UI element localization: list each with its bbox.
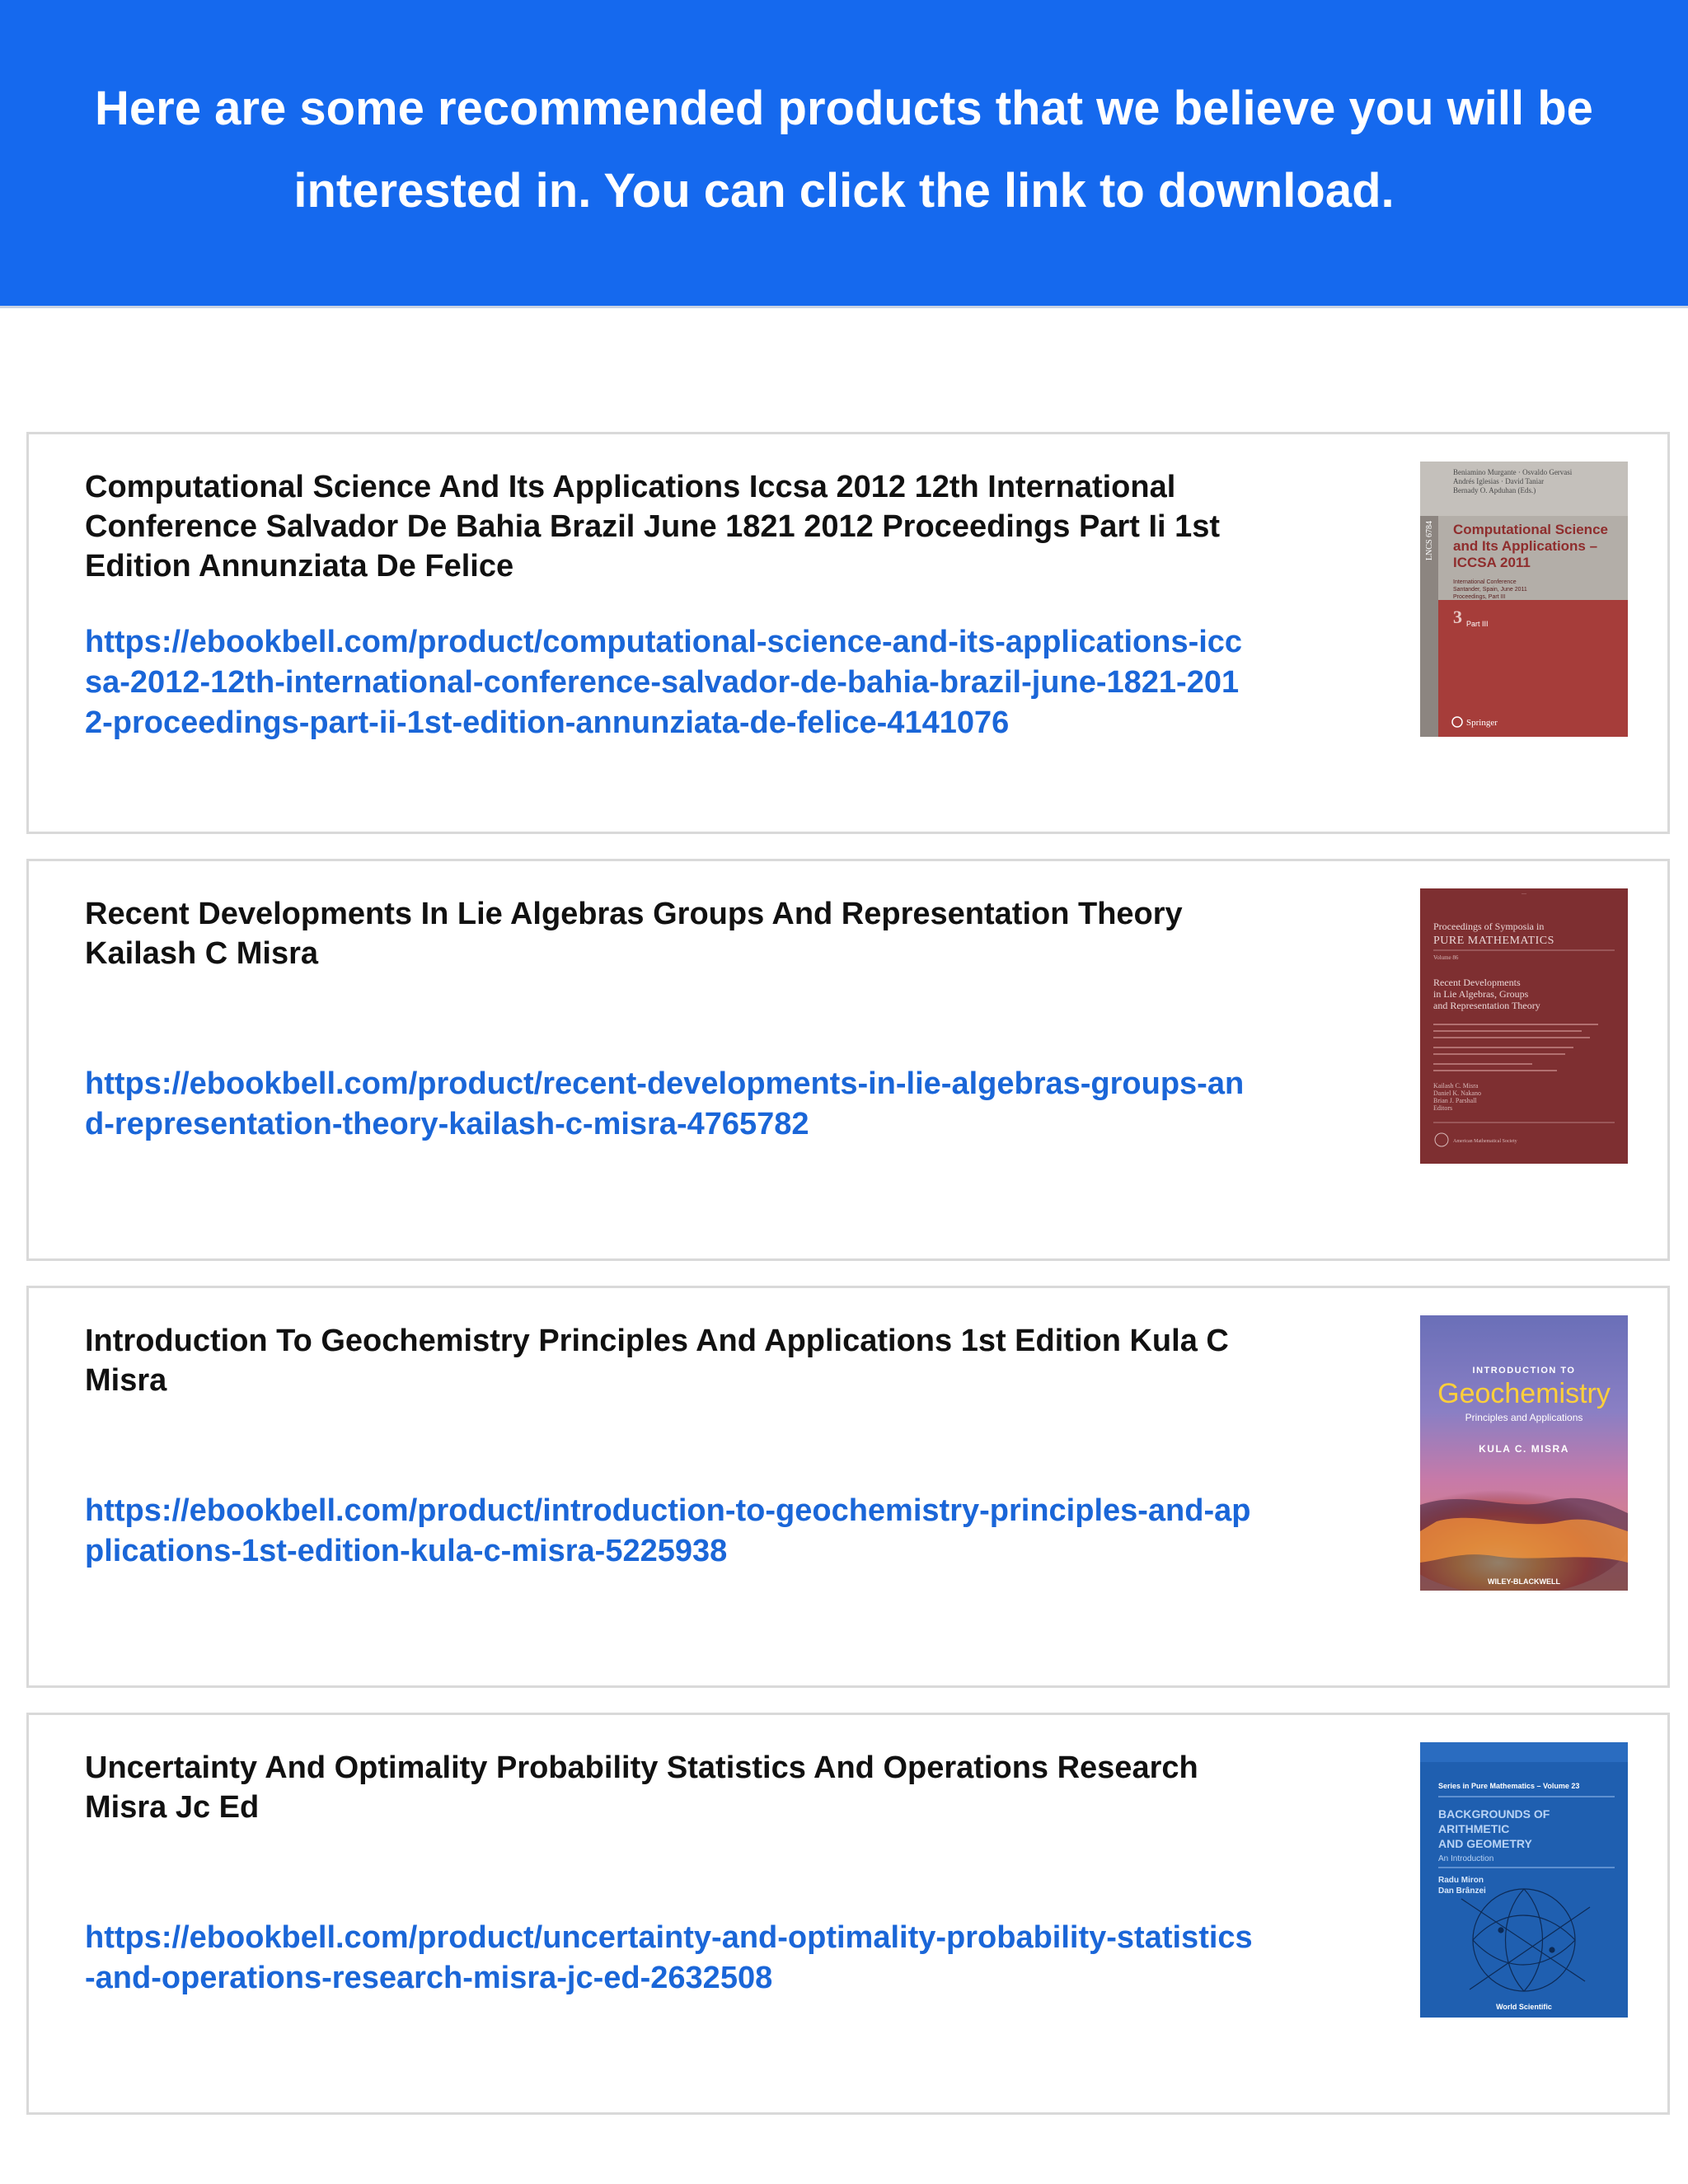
- cover-title-line: AND GEOMETRY: [1438, 1837, 1532, 1850]
- product-cover-image[interactable]: [1420, 888, 1628, 1164]
- cover-authors: Beniamino Murgante · Osvaldo Gervasi Andrés Iglesias · David Taniar Bernady O. Apduhan (Eds.): [1453, 468, 1573, 494]
- cover-title: Recent Developments in Lie Algebras, Groups and Representation Theory: [1433, 977, 1540, 1011]
- cover-subtitle: International Conference Santander, Spain, June 2011 Proceedings, Part III: [1453, 579, 1527, 600]
- product-title: Introduction To Geochemistry Principles And Applications 1st Edition Kula C Misra: [85, 1324, 1229, 1398]
- product-cover-image[interactable]: [1420, 1742, 1628, 2018]
- cover-volume: Volume 86: [1433, 954, 1459, 961]
- cover-publisher: Springer: [1466, 718, 1498, 728]
- cover-author: KULA C. MISRA: [1479, 1443, 1569, 1455]
- cover-editors: Kailash C. Misra Daniel K. Nakano Brian J. Parshall Editors: [1433, 1082, 1481, 1112]
- product-title: Recent Developments In Lie Algebras Groups And Representation Theory Kailash C Misra: [85, 897, 1183, 971]
- product-card: [26, 1713, 1670, 2115]
- product-title: Uncertainty And Optimality Probability Statistics And Operations Research Misra Jc Ed: [85, 1750, 1198, 1825]
- cover-title: Geochemistry: [1437, 1378, 1611, 1409]
- svg-text:—: —: [1522, 892, 1526, 897]
- cover-series-main: PURE MATHEMATICS: [1433, 935, 1554, 947]
- header-banner: [0, 0, 1688, 308]
- cover-kicker: INTRODUCTION TO: [1472, 1366, 1576, 1376]
- product-download-link[interactable]: https://ebookbell.com/product/recent-developments-in-lie-algebras-groups-and-representation-theory-kailash-c-misra-4765782: [85, 1066, 1245, 1141]
- product-card: [26, 1286, 1670, 1688]
- cover-title: Computational Science and Its Applications – ICCSA 2011: [1453, 522, 1608, 570]
- cover-author: Dan Brânzei: [1438, 1886, 1486, 1896]
- product-download-link[interactable]: https://ebookbell.com/product/uncertainty-and-optimality-probability-statistics-and-operations-research-misra-jc-ed-2632508: [85, 1920, 1253, 1995]
- banner-message: Here are some recommended products that we believe you will be interested in. You can click the link to download.: [95, 81, 1593, 218]
- product-title: Computational Science And Its Applications Iccsa 2012 12th International Conference Salvador De Bahia Brazil June 1821 2012 Proceedings Part Ii 1st Edition Annunziata De Felice: [85, 470, 1221, 583]
- cover-author: Radu Miron: [1438, 1876, 1484, 1885]
- cover-publisher: World Scientific: [1496, 2003, 1552, 2011]
- cover-series: Proceedings of Symposia in: [1433, 921, 1545, 932]
- cover-series: LNCS 6784: [1425, 520, 1434, 560]
- svg-text:3: 3: [1453, 607, 1462, 627]
- cover-subtitle: Principles and Applications: [1465, 1412, 1583, 1423]
- cover-publisher: American Mathematical Society: [1453, 1139, 1517, 1144]
- cover-publisher: WILEY-BLACKWELL: [1488, 1577, 1560, 1586]
- product-download-link[interactable]: https://ebookbell.com/product/introduction-to-geochemistry-principles-and-applications-1st-edition-kula-c-misra-5225938: [85, 1493, 1251, 1568]
- cover-subtitle: An Introduction: [1438, 1854, 1494, 1863]
- product-cover-image[interactable]: [1420, 1315, 1628, 1591]
- product-card: [26, 859, 1670, 1261]
- cover-part: Part III: [1466, 620, 1489, 628]
- product-download-link[interactable]: https://ebookbell.com/product/computational-science-and-its-applications-iccsa-2012-12th-international-conference-salvador-de-bahia-brazil-june-1821-2012-proceedings-part-ii-1st-edition-annunziata-de-felice-4141076: [85, 625, 1243, 740]
- cover-title-line: ARITHMETIC: [1438, 1822, 1510, 1835]
- cover-title-line: BACKGROUNDS OF: [1438, 1807, 1550, 1821]
- product-cover-image[interactable]: [1420, 462, 1628, 737]
- product-card: [26, 432, 1670, 834]
- cover-series: Series in Pure Mathematics – Volume 23: [1438, 1782, 1580, 1790]
